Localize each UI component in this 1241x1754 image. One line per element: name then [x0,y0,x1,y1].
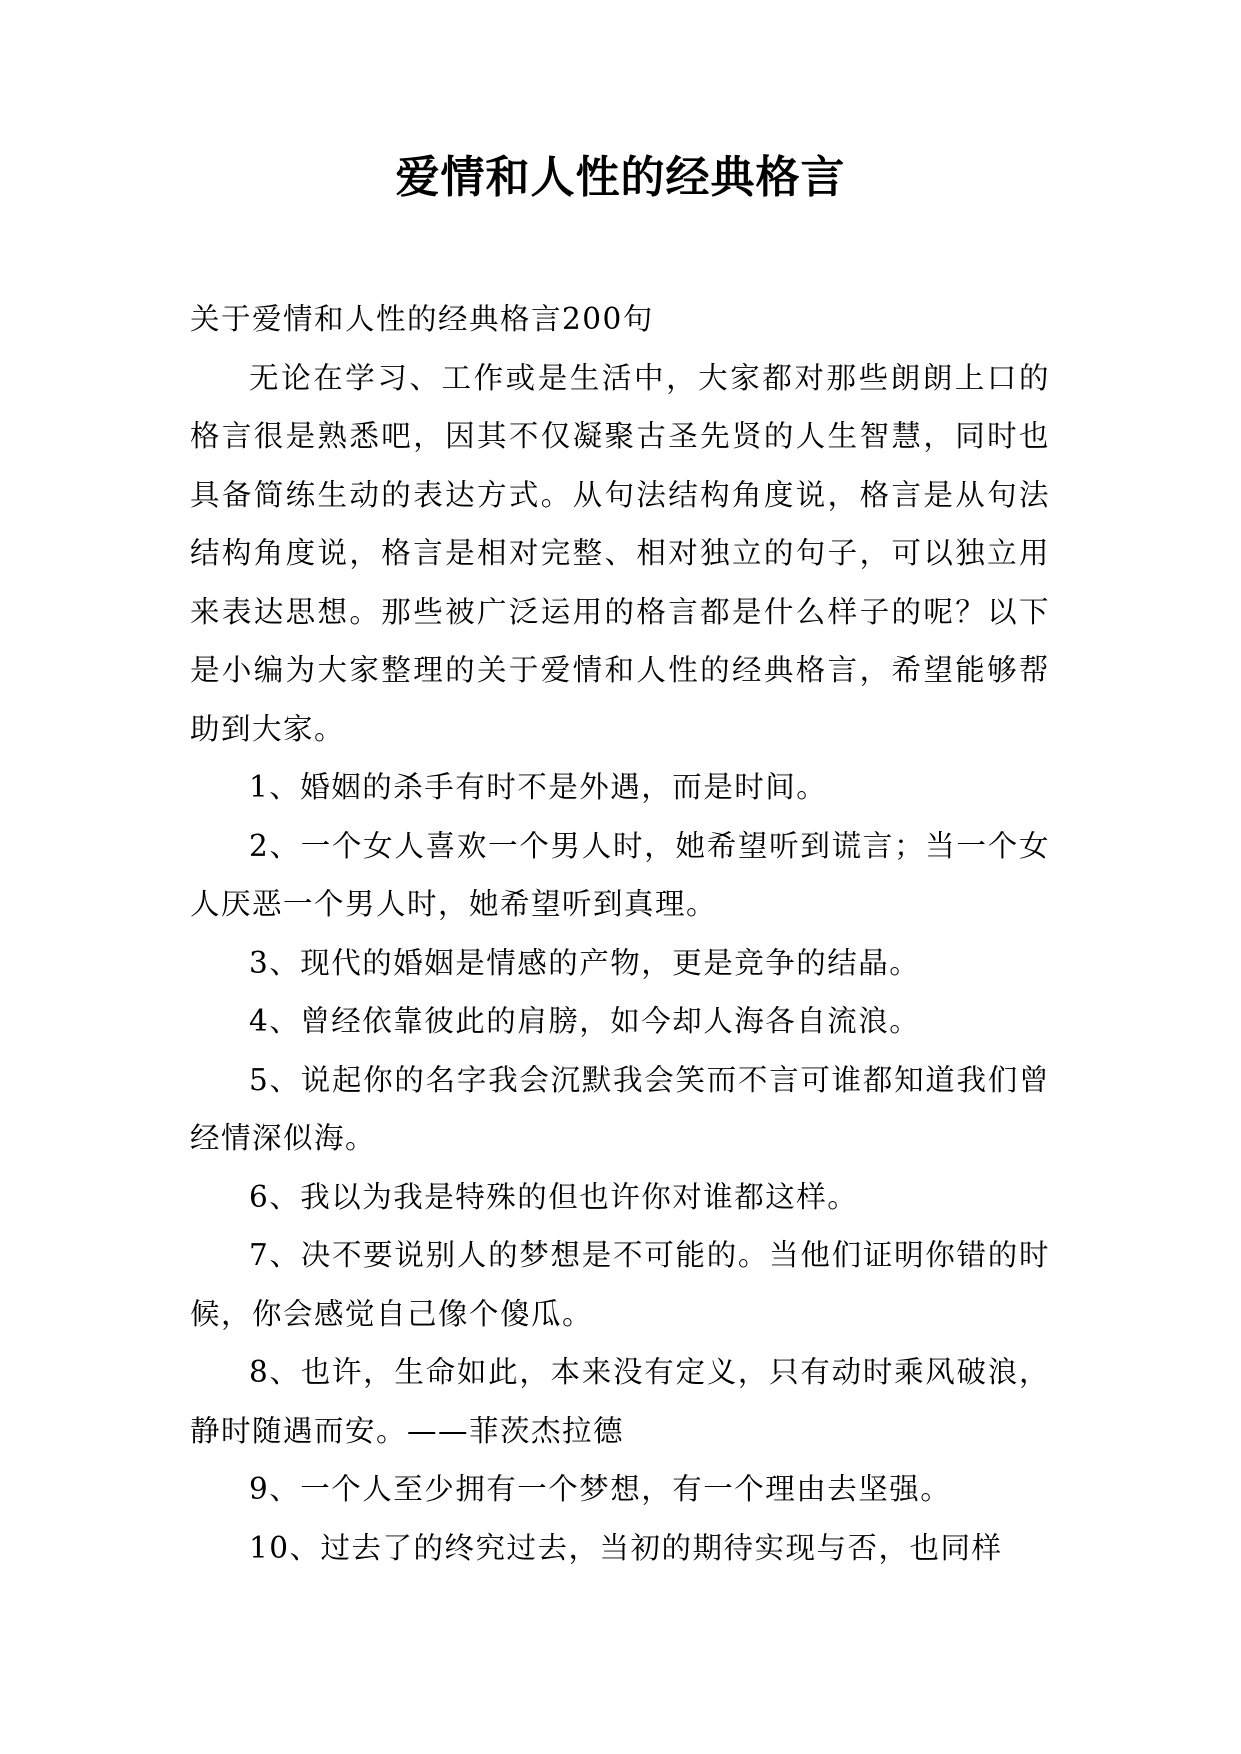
quote-item: 2、一个女人喜欢一个男人时，她希望听到谎言；当一个女人厌恶一个男人时，她希望听到真理。 [190,828,1050,921]
quote-item: 7、决不要说别人的梦想是不可能的。当他们证明你错的时候，你会感觉自己像个傻瓜。 [190,1238,1050,1331]
quote-item: 1、婚姻的杀手有时不是外遇，而是时间。 [249,770,828,804]
quote-item: 3、现代的婚姻是情感的产物，更是竞争的结晶。 [249,945,921,980]
quote-item: 10、过去了的终究过去，当初的期待实现与否，也同样 [249,1530,1003,1565]
document-body [190,290,1050,1577]
quote-item: 9、一个人至少拥有一个梦想，有一个理由去坚强。 [249,1472,952,1506]
quote-item: 4、曾经依靠彼此的肩膀，如今却人海各自流浪。 [249,1004,921,1038]
document-subtitle: 关于爱情和人性的经典格言200句 [190,302,654,336]
quote-item: 6、我以为我是特殊的但也许你对谁都这样。 [249,1179,859,1214]
intro-paragraph: 无论在学习、工作或是生活中，大家都对那些朗朗上口的格言很是熟悉吧，因其不仅凝聚古圣先贤的人生智慧，同时也具备简练生动的表达方式。从句法结构角度说，格言是从句法结构角度说，格言是相对完整、相对独立的句子，可以独立用来表达思想。那些被广泛运用的格言都是什么样子的呢？以下是小编为大家整理的关于爱情和人性的经典格言，希望能够帮助到大家。 [190,360,1050,746]
quote-item: 5、说起你的名字我会沉默我会笑而不言可谁都知道我们曾经情深似海。 [190,1062,1050,1155]
quote-item: 8、也许，生命如此，本来没有定义，只有动时乘风破浪，静时随遇而安。——菲茨杰拉德 [190,1355,1050,1448]
document-title: 爱情和人性的经典格言 [395,152,846,203]
